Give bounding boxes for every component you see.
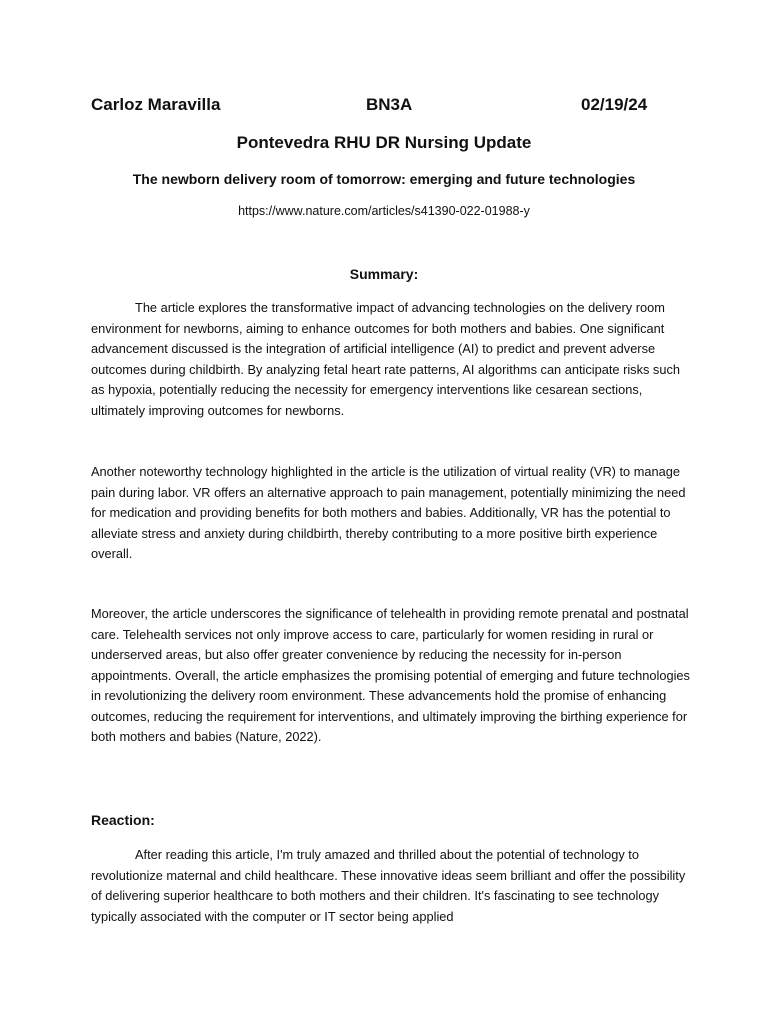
- article-url: https://www.nature.com/articles/s41390-022-01988-y: [238, 204, 530, 218]
- reaction-paragraph-text: After reading this article, I'm truly amazed and thrilled about the potential of technology to revolutionize maternal and child healthcare. These innovative ideas seem brilliant and offer the possibility of delivering superior healthcare to both mothers and their children. It's fascinating to see technology typically associated with the computer or IT sector being applied: [91, 847, 686, 924]
- student-name: Carloz Maravilla: [91, 95, 221, 114]
- summary-paragraph-1: [91, 298, 691, 421]
- summary-paragraph-3: Moreover, the article underscores the significance of telehealth in providing remote prenatal and postnatal care. Telehealth services not only improve access to care, particularly for women residing in rural or underserved areas, but also offer greater convenience by reducing the necessity for in-person appointments. Overall, the article emphasizes the promising potential of emerging and future technologies in revolutionizing the delivery room environment. These advancements hold the promise of enhancing outcomes, reducing the requirement for interventions, and ultimately improving the birthing experience for both mothers and babies (Nature, 2022).: [91, 606, 690, 744]
- header-row: [0, 95, 768, 119]
- date: 02/19/24: [581, 95, 648, 114]
- reaction-paragraph: [91, 845, 691, 927]
- class-section: BN3A: [366, 95, 413, 114]
- summary-heading: Summary:: [349, 266, 419, 282]
- article-title: The newborn delivery room of tomorrow: emerging and future technologies: [132, 171, 636, 187]
- summary-paragraph-2: Another noteworthy technology highlighted in the article is the utilization of virtual reality (VR) to manage pain during labor. VR offers an alternative approach to pain management, potentially minimizing the need for medication and providing benefits for both mothers and babies. Additionally, VR has the potential to alleviate stress and anxiety during childbirth, thereby contributing to a more positive birth experience overall.: [91, 464, 686, 561]
- reaction-heading: Reaction:: [91, 812, 155, 828]
- document-title: Pontevedra RHU DR Nursing Update: [236, 133, 532, 152]
- summary-paragraph-1-text: The article explores the transformative impact of advancing technologies on the delivery room environment for newborns, aiming to enhance outcomes for both mothers and babies. One significant advancement discussed is the integration of artificial intelligence (AI) to predict and prevent adverse outcomes during childbirth. By analyzing fetal heart rate patterns, AI algorithms can anticipate risks such as hypoxia, potentially reducing the necessity for emergency interventions like cesarean sections, ultimately improving outcomes for newborns.: [91, 300, 680, 418]
